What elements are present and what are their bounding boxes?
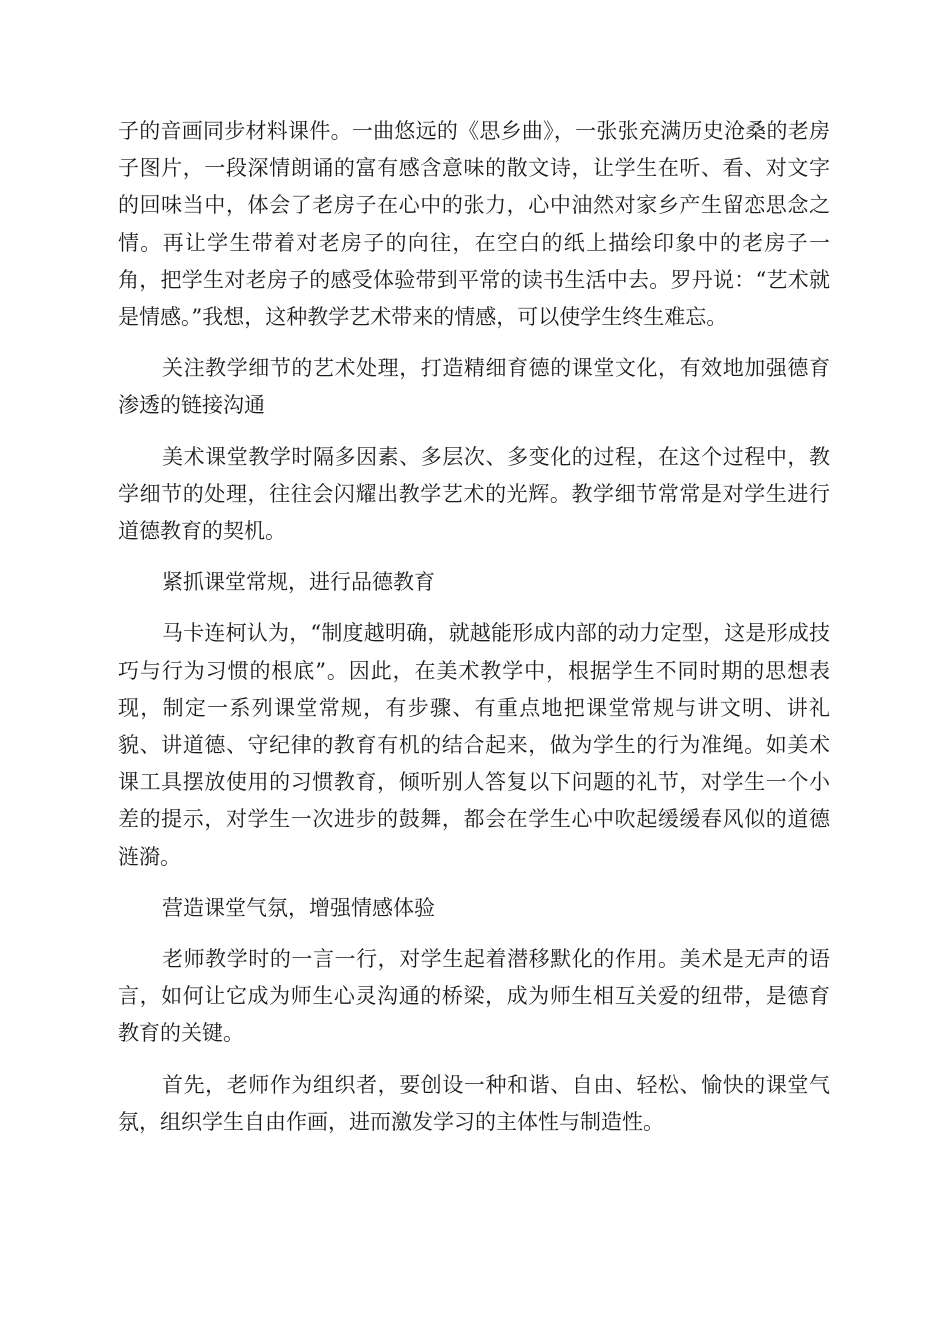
paragraph-continuation: 子的音画同步材料课件。一曲悠远的《思乡曲》，一张张充满历史沧桑的老房子图片，一段深情朗诵的富有感含意味的散文诗，让学生在听、看、对文字的回味当中，体会了老房子在心中的张力，心中油然对家乡产生留恋思念之情。再让学生带着对老房子的向往，在空白的纸上描绘印象中的老房子一角，把学生对老房子的感受体验带到平常的读书生活中去。罗丹说：“艺术就是情感。”我想，这种教学艺术带来的情感，可以使学生终生难忘。 [118,119,830,330]
section-heading-classroom-atmosphere: 营造课堂气氛，增强情感体验 [162,895,435,920]
section-heading-classroom-rules: 紧抓课堂常规，进行品德教育 [162,570,435,595]
section-heading-teaching-details: 关注教学细节的艺术处理，打造精细育德的课堂文化，有效地加强德育渗透的链接沟通 [118,356,830,418]
document-body [118,113,830,1155]
paragraph-teacher-influence: 老师教学时的一言一行，对学生起着潜移默化的作用。美术是无声的语言，如何让它成为师生心灵沟通的桥梁，成为师生相互关爱的纽带，是德育教育的关键。 [118,947,830,1046]
paragraph-teaching-details: 美术课堂教学时隔多因素、多层次、多变化的过程，在这个过程中，教学细节的处理，往往会闪耀出教学艺术的光辉。教学细节常常是对学生进行道德教育的契机。 [118,444,830,544]
paragraph-classroom-rules: 马卡连柯认为，“制度越明确，就越能形成内部的动力定型，这是形成技巧与行为习惯的根底”。因此，在美术教学中，根据学生不同时期的思想表现，制定一系列课堂常规，有步骤、有重点地把课堂常规与讲文明、讲礼貌、讲道德、守纪律的教育有机的结合起来，做为学生的行为准绳。如美术课工具摆放使用的习惯教育，倾听别人答复以下问题的礼节，对学生一个小差的提示，对学生一次进步的鼓舞，都会在学生心中吹起缓缓春风似的道德涟漪。 [118,621,830,869]
paragraph-teacher-organizer: 首先，老师作为组织者，要创设一种和谐、自由、轻松、愉快的课堂气氛，组织学生自由作画，进而激发学习的主体性与制造性。 [118,1072,830,1134]
